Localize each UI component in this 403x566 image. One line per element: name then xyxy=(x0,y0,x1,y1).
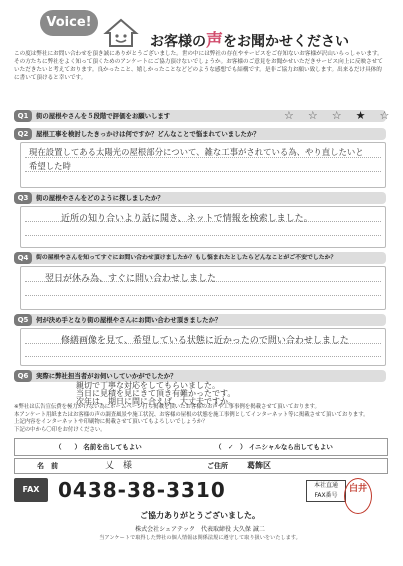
question-text: 街の屋根やさんを知ってすぐにお問い合わせ頂けましたか？もし悩まれたとしたらどんなことがご不安でしたか？ xyxy=(36,255,337,261)
fax-icon: FAX xyxy=(14,478,48,502)
answer-line: 現在設置してある太陽光の屋根部分について、雑な工事がされている為、やり直したいと xyxy=(29,147,364,157)
address-value[interactable]: 葛飾区 xyxy=(247,461,271,470)
answer-line: 希望した時 xyxy=(29,161,71,171)
consent-mark: （ ✓ ） xyxy=(215,443,247,451)
title-suffix: をお聞かせください xyxy=(223,34,349,50)
question-text: 何が決め手となり街の屋根やさんにお問い合わせ頂きましたか？ xyxy=(36,316,222,324)
fax-badge-line: 本社直通 xyxy=(313,482,338,489)
fax-number: 0438-38-3310 xyxy=(58,478,226,502)
star-icon[interactable]: ☆ xyxy=(331,109,356,122)
page-title xyxy=(150,26,349,51)
question-text: 屋根工事を検討したきっかけは何ですか？どんなことで悩まれていましたか？ xyxy=(36,130,260,138)
star-icon[interactable]: ☆ xyxy=(307,109,332,122)
notes xyxy=(14,404,386,434)
question-number: Q4 xyxy=(14,252,32,264)
title-accent: 声 xyxy=(206,31,223,51)
seal-stamp xyxy=(344,478,372,514)
fax-row xyxy=(14,476,386,504)
question-5 xyxy=(14,314,386,326)
customer-info xyxy=(14,458,388,474)
consent-option-name[interactable] xyxy=(55,439,142,455)
consent-options xyxy=(14,438,388,456)
note-line: 上記内容をインターネットや印刷物に掲載させて頂いてもよろしいでしょうか？ xyxy=(14,419,208,425)
answer-q2[interactable] xyxy=(20,142,386,188)
answer-line: 当日に見積を見にきて頂き有難かったです。 xyxy=(76,389,236,398)
answer-line: 次年は、期日に間に合えば、大丈夫ですか。 xyxy=(76,397,236,406)
thanks-text: ご協力ありがとうございました。 xyxy=(140,511,260,520)
question-1 xyxy=(14,109,403,122)
star-icon[interactable]: ☆ xyxy=(379,109,403,122)
answer-q5[interactable] xyxy=(20,328,386,366)
fax-badge-line: FAX番号 xyxy=(314,492,338,499)
question-number: Q1 xyxy=(14,110,32,122)
fax-badge xyxy=(306,480,346,502)
question-text: 街の屋根やさんをどのように探しましたか？ xyxy=(36,194,164,202)
answer-q6-lines xyxy=(20,380,384,404)
answer-line: 翌日が休み為、すぐに問い合わせしました xyxy=(45,274,217,284)
answer-q4[interactable] xyxy=(20,266,386,310)
company-name: 株式会社シェアテック 代表取締役 大久保 誠二 xyxy=(135,526,265,533)
name-value[interactable]: 乂 様 xyxy=(105,461,133,471)
note-line: 下記の中から〇印をお付けください。 xyxy=(14,426,106,433)
star-icon[interactable]: ☆ xyxy=(284,109,308,122)
address-label: ご住所 xyxy=(207,462,228,470)
voice-badge: Voice! xyxy=(40,10,98,36)
star-filled-icon[interactable]: ★ xyxy=(355,109,380,122)
question-2 xyxy=(14,128,386,140)
name-label: 名 前 xyxy=(37,462,58,470)
question-number: Q5 xyxy=(14,314,32,326)
question-4 xyxy=(14,252,386,264)
consent-mark: （ ） xyxy=(55,443,81,451)
rating-stars[interactable] xyxy=(284,110,403,122)
question-number: Q2 xyxy=(14,128,32,140)
consent-label: イニシャルなら出してもよい xyxy=(248,443,333,451)
note-line: ※弊社は広告宣伝費を極力かけない為にホームページ打ち掲載を頂いたお客様のお声や工事事例を掲載させて頂いております。 xyxy=(14,404,320,410)
seal-text: 白井 xyxy=(348,484,367,494)
question-text: 実際に弊社担当者がお伺いしていかがでしたか？ xyxy=(36,372,177,380)
answer-q3[interactable] xyxy=(20,206,386,248)
answer-line: 近所の知り合いより話に聞き、ネットで情報を検索しました。 xyxy=(61,214,313,224)
question-3 xyxy=(14,192,386,204)
consent-option-initial[interactable] xyxy=(215,439,333,455)
question-number: Q3 xyxy=(14,192,32,204)
question-text: 街の屋根やさんを５段階で評価をお願いします xyxy=(36,112,171,120)
privacy-note: 当アンケートで取得した弊社の個人情報は関係法規に遵守して取り扱いをいたします。 xyxy=(99,535,301,541)
intro-text: この度は弊社にお問い合わせを頂き誠にありがとうございました。世の中には弊社の存在やサービスをご存知ないお客様が沢山いらっしゃいます。その方たちに弊社をよく知って頂くためのアンケートにご協力頂けないでしょうか。お客様のご意見をお聞かせいただきサービス向上に反映させていただきたいと考えております。良かったこと、嬉しかったことなどどのような感想でも結構です。是非ご協力お願い致します。出来るだけ具体的に書いて頂けると幸いです。 xyxy=(14,51,383,81)
answer-line: 親切で丁寧な対応をしてもらいました。 xyxy=(76,381,220,390)
house-icon xyxy=(104,18,138,48)
title-prefix: お客様の xyxy=(150,34,206,50)
note-line: 本アンケート用紙またはお客様の声の調査風景や施工状況、お客様の屋根の状態を施工事例としてインターネット等に掲載させて頂いております。 xyxy=(14,411,369,418)
answer-line: 修繕画像を見て、希望している状態に近かったので問い合わせしました xyxy=(61,336,349,346)
question-number: Q6 xyxy=(14,370,32,382)
consent-label: 名前を出してもよい xyxy=(83,443,142,451)
